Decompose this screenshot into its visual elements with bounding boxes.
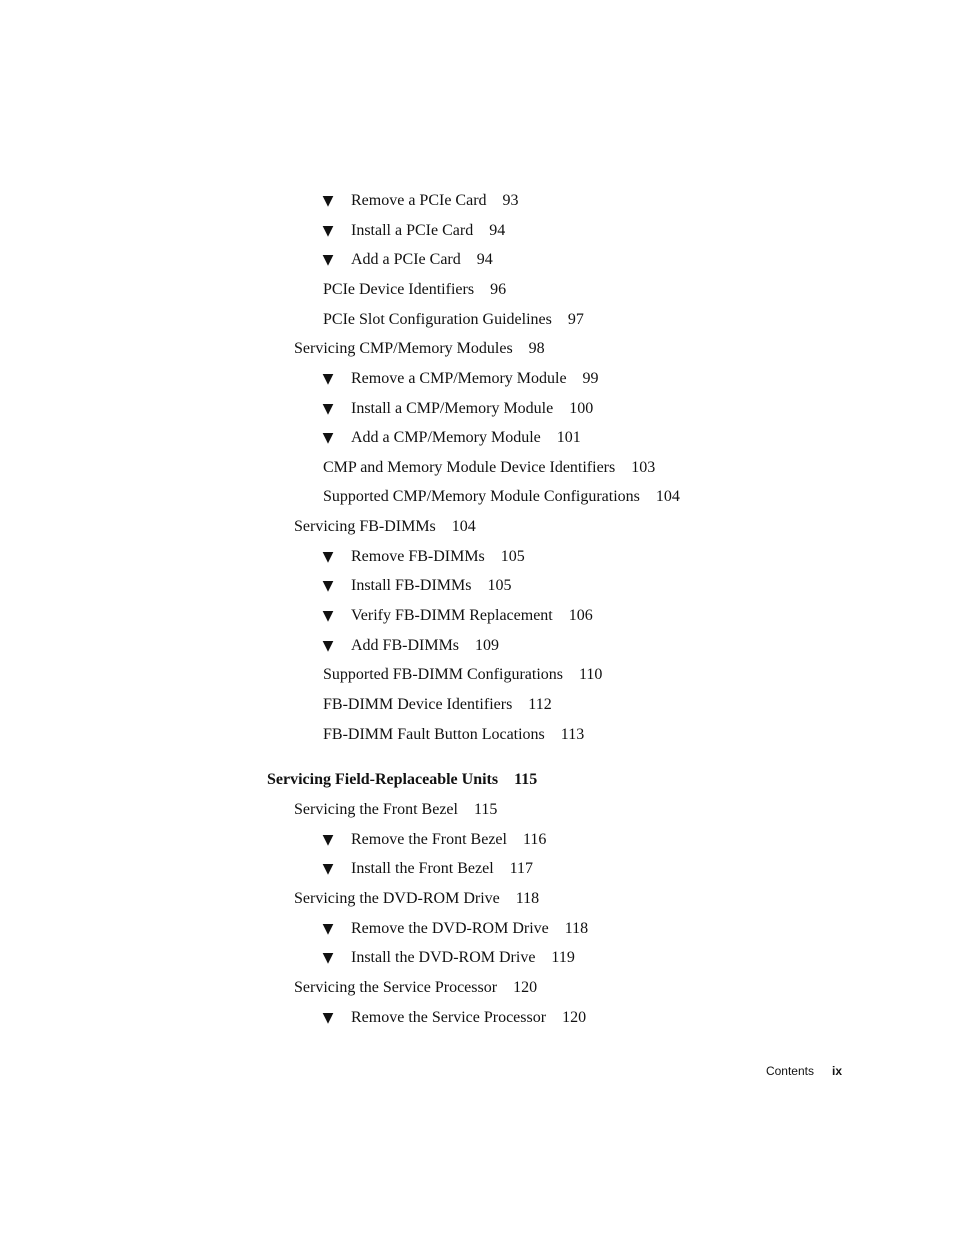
toc-entry-title: Servicing the Front Bezel [294, 801, 458, 818]
toc-entry-page-number: 120 [562, 1009, 587, 1026]
toc-entry-title: Install the DVD-ROM Drive [351, 949, 536, 966]
triangle-bullet-icon: ▼ [322, 371, 334, 387]
toc-entry-page-number: 115 [473, 801, 498, 818]
toc-entry-title: Install FB-DIMMs [351, 577, 472, 594]
toc-entry-title: Install the Front Bezel [351, 860, 494, 877]
toc-entry-page-number: 104 [655, 488, 680, 505]
toc-subsection-entry[interactable] [351, 606, 593, 626]
toc-subsection-entry[interactable] [351, 1008, 586, 1028]
toc-subsection-entry[interactable] [351, 576, 511, 596]
toc-subsection-entry[interactable] [351, 250, 493, 270]
toc-entry-page-number: 117 [509, 860, 534, 877]
toc-entry-page-number: 96 [490, 281, 507, 298]
toc-entry-title: PCIe Device Identifiers [323, 281, 475, 298]
toc-entry-page-number: 104 [451, 518, 476, 535]
toc-entry-title: Servicing the DVD-ROM Drive [294, 890, 500, 907]
toc-entry-page-number: 97 [567, 311, 584, 328]
toc-entry-page-number: 101 [556, 429, 581, 446]
triangle-bullet-icon: ▼ [322, 921, 334, 937]
toc-subsection-entry[interactable] [323, 280, 506, 300]
toc-entry-title: Servicing Field-Replaceable Units [267, 771, 499, 788]
toc-entry-page-number: 103 [631, 459, 656, 476]
toc-subsection-entry[interactable] [351, 919, 588, 939]
toc-entry-title: FB-DIMM Device Identifiers [323, 696, 513, 713]
toc-subsection-entry[interactable] [323, 310, 584, 330]
toc-subsection-entry[interactable] [323, 487, 680, 507]
toc-subsection-entry[interactable] [323, 695, 552, 715]
toc-entry-page-number: 118 [515, 890, 540, 907]
toc-subsection-entry[interactable] [351, 369, 599, 389]
toc-entry-page-number: 106 [568, 607, 593, 624]
toc-entry-title: Supported FB-DIMM Configurations [323, 666, 563, 683]
toc-subsection-entry[interactable] [323, 458, 655, 478]
toc-subsection-entry[interactable] [351, 221, 505, 241]
toc-entry-title: Install a PCIe Card [351, 222, 474, 239]
triangle-bullet-icon: ▼ [322, 832, 334, 848]
toc-entry-title: Remove a PCIe Card [351, 192, 487, 209]
toc-entry-page-number: 115 [514, 771, 538, 788]
toc-entry-title: Install a CMP/Memory Module [351, 400, 554, 417]
toc-subsection-entry[interactable] [351, 859, 533, 879]
footer-label: Contents [765, 1064, 814, 1078]
toc-entry-page-number: 98 [528, 340, 545, 357]
toc-subsection-entry[interactable] [351, 636, 499, 656]
toc-entry-page-number: 105 [487, 577, 512, 594]
toc-subsection-entry[interactable] [351, 191, 519, 211]
triangle-bullet-icon: ▼ [322, 401, 334, 417]
toc-entry-title: Add a PCIe Card [351, 251, 461, 268]
triangle-bullet-icon: ▼ [322, 578, 334, 594]
toc-entry-page-number: 116 [522, 831, 547, 848]
toc-subsection-entry[interactable] [351, 948, 575, 968]
toc-section-entry[interactable] [294, 339, 545, 359]
toc-entry-title: Remove the Front Bezel [351, 831, 507, 848]
toc-entry-page-number: 99 [582, 370, 599, 387]
toc-entry-title: Remove FB-DIMMs [351, 548, 485, 565]
toc-entry-page-number: 119 [551, 949, 575, 966]
toc-entry-title: FB-DIMM Fault Button Locations [323, 726, 545, 743]
toc-section-entry[interactable] [294, 889, 539, 909]
page-number: ix [831, 1064, 842, 1078]
toc-entry-page-number: 105 [500, 548, 525, 565]
toc-entry-page-number: 94 [476, 251, 493, 268]
toc-entry-page-number: 120 [513, 979, 538, 996]
toc-section-entry[interactable] [294, 978, 537, 998]
toc-section-entry[interactable] [294, 800, 497, 820]
toc-entry-title: Remove the Service Processor [351, 1009, 547, 1026]
toc-entry-page-number: 118 [564, 920, 589, 937]
toc-subsection-entry[interactable] [351, 547, 525, 567]
toc-entry-page-number: 112 [528, 696, 552, 713]
toc-entry-title: Servicing CMP/Memory Modules [294, 340, 513, 357]
toc-entry-title: CMP and Memory Module Device Identifiers [323, 459, 616, 476]
triangle-bullet-icon: ▼ [322, 638, 334, 654]
triangle-bullet-icon: ▼ [322, 223, 334, 239]
toc-entry-page-number: 100 [569, 400, 594, 417]
toc-entry-title: Add a CMP/Memory Module [351, 429, 541, 446]
triangle-bullet-icon: ▼ [322, 252, 334, 268]
toc-entry-title: Servicing the Service Processor [294, 979, 498, 996]
toc-subsection-entry[interactable] [351, 399, 593, 419]
toc-entry-title: Supported CMP/Memory Module Configurations [323, 488, 640, 505]
toc-entry-title: PCIe Slot Configuration Guidelines [323, 311, 552, 328]
toc-subsection-entry[interactable] [351, 830, 546, 850]
triangle-bullet-icon: ▼ [322, 608, 334, 624]
toc-entry-page-number: 109 [475, 637, 500, 654]
toc-entry-title: Verify FB-DIMM Replacement [351, 607, 553, 624]
toc-entry-title: Servicing FB-DIMMs [294, 518, 436, 535]
toc-entry-title: Add FB-DIMMs [351, 637, 460, 654]
page-footer [766, 1063, 842, 1079]
toc-entry-title: Remove the DVD-ROM Drive [351, 920, 549, 937]
toc-subsection-entry[interactable] [351, 428, 581, 448]
toc-entry-page-number: 113 [560, 726, 585, 743]
toc-entry-title: Remove a CMP/Memory Module [351, 370, 567, 387]
triangle-bullet-icon: ▼ [322, 549, 334, 565]
triangle-bullet-icon: ▼ [322, 950, 334, 966]
toc-subsection-entry[interactable] [323, 665, 602, 685]
toc-entry-page-number: 94 [489, 222, 506, 239]
triangle-bullet-icon: ▼ [322, 193, 334, 209]
triangle-bullet-icon: ▼ [322, 861, 334, 877]
toc-entry-page-number: 93 [502, 192, 519, 209]
toc-subsection-entry[interactable] [323, 725, 584, 745]
triangle-bullet-icon: ▼ [322, 1010, 334, 1026]
triangle-bullet-icon: ▼ [322, 430, 334, 446]
toc-chapter-entry[interactable] [267, 770, 537, 790]
toc-entry-page-number: 110 [579, 666, 603, 683]
toc-section-entry[interactable] [294, 517, 476, 537]
